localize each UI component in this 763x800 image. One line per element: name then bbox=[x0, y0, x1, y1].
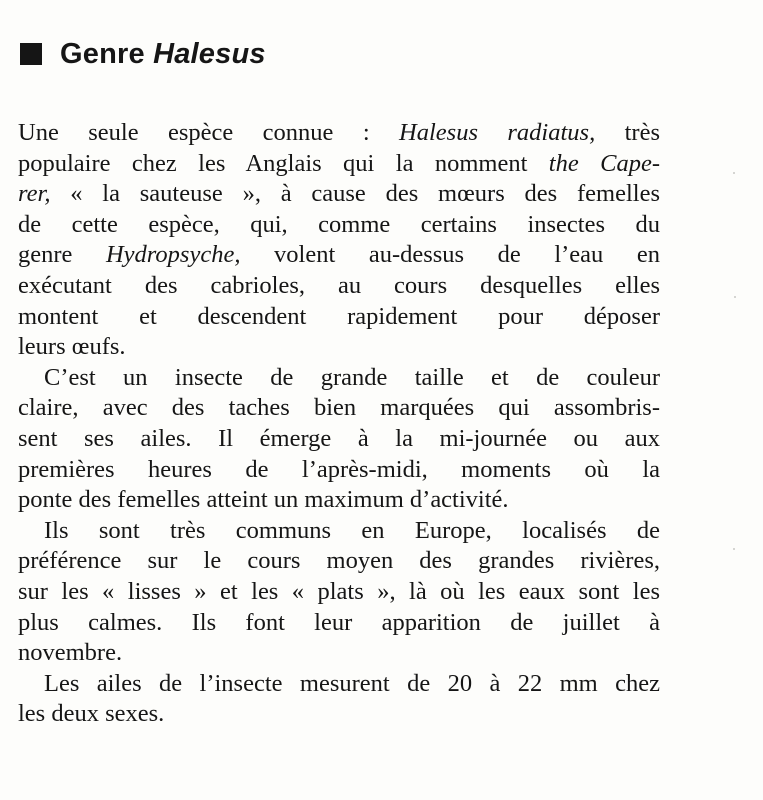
italic-text: Halesus radiatus, bbox=[399, 119, 596, 146]
paragraph bbox=[18, 669, 660, 730]
text-line bbox=[18, 302, 660, 333]
text-line bbox=[18, 424, 660, 455]
heading-square-bullet-icon bbox=[20, 43, 42, 65]
text-line bbox=[18, 210, 660, 241]
text-segment: de cette espèce, qui, comme certains insectes du bbox=[18, 210, 660, 238]
text-line bbox=[18, 332, 660, 363]
scan-speck bbox=[733, 548, 735, 550]
heading-title bbox=[60, 38, 266, 71]
text-segment: sur les « lisses » et les « plats », là où les eaux sont les bbox=[18, 577, 660, 605]
text-line bbox=[18, 608, 660, 639]
text-line bbox=[18, 577, 660, 608]
text-line bbox=[18, 118, 660, 149]
text-segment: préférence sur le cours moyen des grandes rivières, bbox=[18, 547, 660, 575]
section-heading bbox=[20, 34, 266, 74]
text-line bbox=[18, 546, 660, 577]
scan-speck bbox=[733, 172, 735, 174]
text-segment: les deux sexes. bbox=[18, 700, 165, 728]
body-text bbox=[18, 118, 660, 730]
text-line bbox=[18, 393, 660, 424]
text-segment: très bbox=[595, 119, 661, 146]
text-segment: Ils sont très communs en Europe, localisés de bbox=[44, 516, 660, 544]
italic-text: the Cape- bbox=[548, 149, 660, 177]
text-segment: exécutant des cabrioles, au cours desquelles elles bbox=[18, 271, 660, 299]
paragraph bbox=[18, 118, 660, 363]
text-line bbox=[18, 455, 660, 486]
text-segment: volent au-dessus de l’eau en bbox=[240, 241, 660, 269]
text-segment: sent ses ailes. Il émerge à la mi-journée ou aux bbox=[18, 424, 660, 452]
text-segment: ponte des femelles atteint un maximum d’activité. bbox=[18, 486, 509, 514]
text-line bbox=[18, 669, 660, 700]
scan-speck bbox=[734, 296, 736, 298]
text-line bbox=[18, 516, 660, 547]
text-line bbox=[18, 240, 660, 271]
paragraph bbox=[18, 516, 660, 669]
text-segment: leurs œufs. bbox=[18, 333, 126, 361]
heading-prefix: Genre bbox=[60, 37, 154, 70]
text-segment: « la sauteuse », à cause des mœurs des femelles bbox=[50, 180, 660, 208]
text-line bbox=[18, 179, 660, 210]
heading-genus: Halesus bbox=[153, 37, 266, 70]
text-segment: Une seule espèce connue : bbox=[18, 119, 400, 146]
paragraph bbox=[18, 363, 660, 516]
text-segment: plus calmes. Ils font leur apparition de juillet à bbox=[18, 608, 660, 636]
text-line bbox=[18, 699, 660, 730]
italic-text: Hydropsyche, bbox=[105, 241, 241, 269]
text-segment: populaire chez les Anglais qui la nomment bbox=[18, 149, 549, 177]
text-line bbox=[18, 149, 660, 180]
text-segment: Les ailes de l’insecte mesurent de 20 à 22 mm chez bbox=[44, 669, 660, 697]
text-segment: C’est un insecte de grande taille et de couleur bbox=[44, 363, 660, 391]
text-segment: novembre. bbox=[18, 639, 123, 667]
text-line bbox=[18, 271, 660, 302]
italic-text: rer, bbox=[18, 180, 51, 208]
text-line bbox=[18, 485, 660, 516]
text-line bbox=[18, 638, 660, 669]
text-segment: claire, avec des taches bien marquées qui assombris- bbox=[18, 394, 660, 422]
text-segment: genre bbox=[18, 241, 106, 269]
text-segment: montent et descendent rapidement pour déposer bbox=[18, 302, 660, 330]
text-segment: premières heures de l’après-midi, moments où la bbox=[18, 455, 660, 483]
text-line bbox=[18, 363, 660, 394]
